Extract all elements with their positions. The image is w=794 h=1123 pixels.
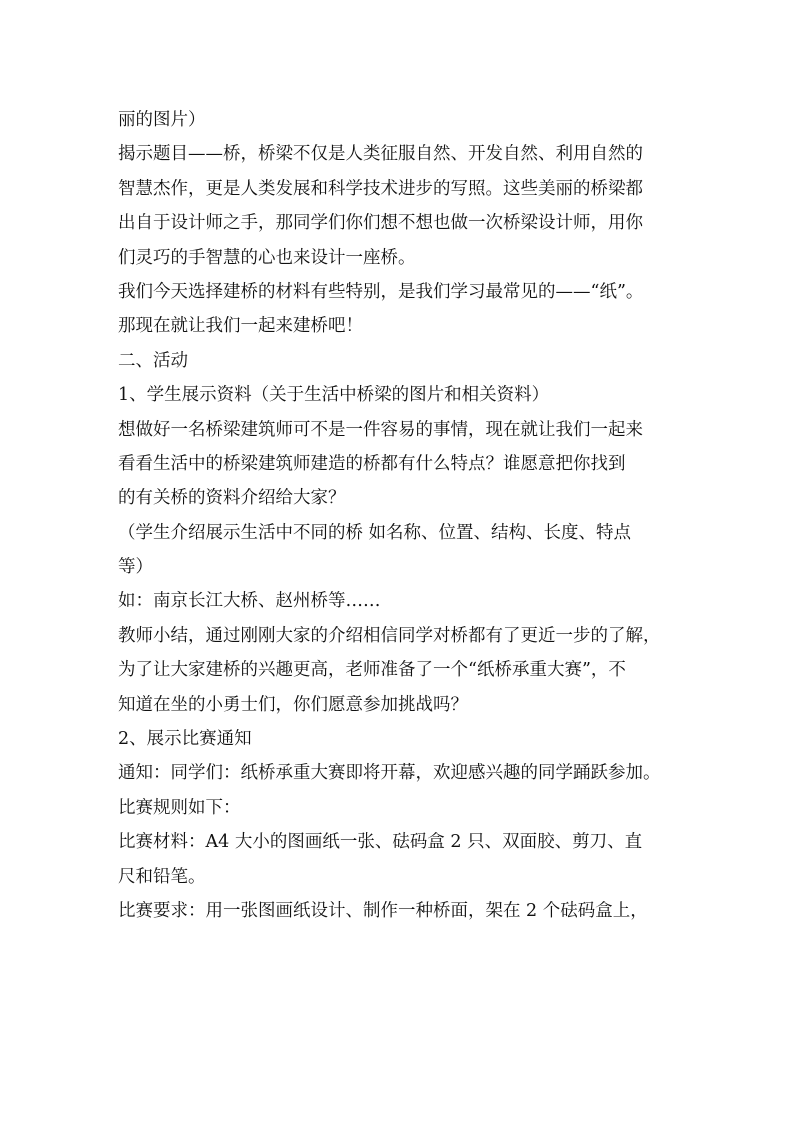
text-line: 通知：同学们：纸桥承重大赛即将开幕，欢迎感兴趣的同学踊跃参加。 xyxy=(118,763,661,784)
text-line: （学生介绍展示生活中不同的桥 如名称、位置、结构、长度、特点 xyxy=(118,522,632,543)
text-line: 们灵巧的手智慧的心也来设计一座桥。 xyxy=(118,247,416,268)
text-line: 尺和铅笔。 xyxy=(118,866,206,887)
text-line: 比赛规则如下： xyxy=(118,797,241,818)
text-line: 为了让大家建桥的兴趣更高，老师准备了一个“纸桥承重大赛”，不 xyxy=(118,660,626,681)
text-line: 那现在就让我们一起来建桥吧！ xyxy=(118,316,363,337)
text-line: 等） xyxy=(118,557,153,578)
text-line: 如：南京长江大桥、赵州桥等…… xyxy=(118,591,381,612)
text-line: 的有关桥的资料介绍给大家？ xyxy=(118,488,346,509)
text-line: 揭示题目——桥，桥梁不仅是人类征服自然、开发自然、利用自然的 xyxy=(118,144,643,165)
text-line: 比赛要求：用一张图画纸设计、制作一种桥面，架在 2 个砝码盒上， xyxy=(118,900,648,921)
subsection-heading: 2、展示比赛通知 xyxy=(118,729,252,750)
section-heading: 二、活动 xyxy=(118,350,188,371)
text-line: 比赛材料：A4 大小的图画纸一张、砝码盒 2 只、双面胶、剪刀、直 xyxy=(118,832,643,853)
text-line: 出自于设计师之手，那同学们你们想不想也做一次桥梁设计师，用你 xyxy=(118,213,643,234)
text-line: 教师小结，通过刚刚大家的介绍相信同学对桥都有了更近一步的了解， xyxy=(118,625,661,646)
document-body xyxy=(118,103,680,928)
text-line: 丽的图片） xyxy=(118,110,206,130)
text-line: 我们今天选择建桥的材料有些特别，是我们学习最常见的——“纸”。 xyxy=(118,281,644,302)
subsection-heading: 1、学生展示资料（关于生活中桥梁的图片和相关资料） xyxy=(118,385,550,406)
text-line: 想做好一名桥梁建筑师可不是一件容易的事情，现在就让我们一起来 xyxy=(118,419,643,440)
text-line: 看看生活中的桥梁建筑师建造的桥都有什么特点？谁愿意把你找到 xyxy=(118,453,626,474)
text-line: 知道在坐的小勇士们，你们愿意参加挑战吗？ xyxy=(118,694,468,715)
text-line: 智慧杰作，更是人类发展和科学技术进步的写照。这些美丽的桥梁都 xyxy=(118,178,643,199)
